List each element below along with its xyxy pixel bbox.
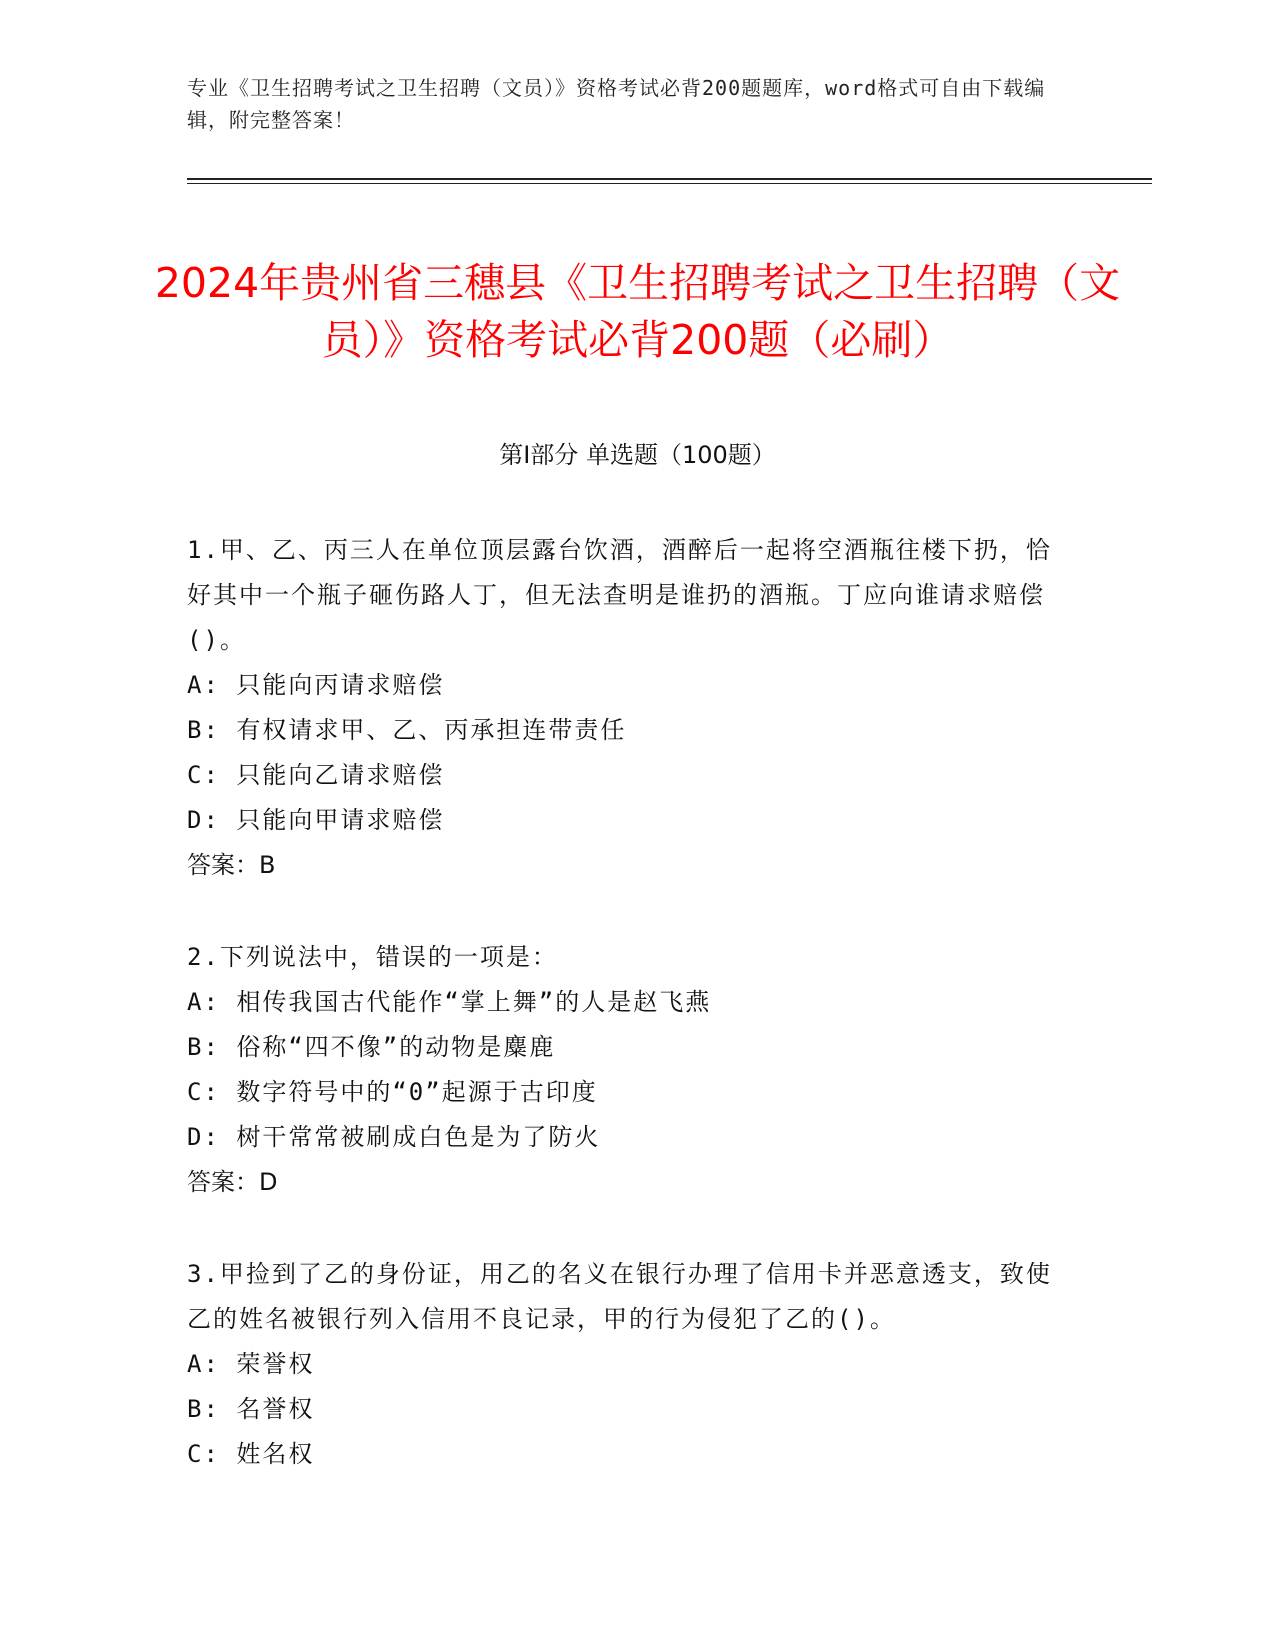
option-d: D: 只能向甲请求赔偿 xyxy=(187,806,445,834)
header-rule-thick xyxy=(187,178,1152,180)
option-b: B: 俗称“四不像”的动物是麋鹿 xyxy=(187,1033,556,1061)
document-title: 2024年贵州省三穗县《卫生招聘考试之卫生招聘（文员）》资格考试必背200题（必刷） xyxy=(154,259,1121,365)
question-1 xyxy=(187,528,1067,888)
option-c: C: 姓名权 xyxy=(187,1440,315,1468)
question-stem: 1.甲、乙、丙三人在单位顶层露台饮酒，酒醉后一起将空酒瓶往楼下扔，恰好其中一个瓶子砸伤路人丁，但无法查明是谁扔的酒瓶。丁应向谁请求赔偿()。 xyxy=(187,536,1052,654)
question-3 xyxy=(187,1252,1067,1477)
option-d: D: 树干常常被刷成白色是为了防火 xyxy=(187,1123,601,1151)
question-stem: 2.下列说法中，错误的一项是： xyxy=(187,943,558,971)
option-a: A: 相传我国古代能作“掌上舞”的人是赵飞燕 xyxy=(187,988,712,1016)
answer-line: 答案：D xyxy=(187,1168,278,1196)
answer-line: 答案：B xyxy=(187,851,276,879)
question-2 xyxy=(187,935,1067,1205)
option-c: C: 数字符号中的“0”起源于古印度 xyxy=(187,1078,598,1106)
header-rule-thin xyxy=(187,183,1152,184)
option-b: B: 名誉权 xyxy=(187,1395,315,1423)
header-note: 专业《卫生招聘考试之卫生招聘（文员）》资格考试必背200题题库，word格式可自由下载编辑，附完整答案！ xyxy=(187,76,1046,132)
option-c: C: 只能向乙请求赔偿 xyxy=(187,761,445,789)
section-heading: 第I部分 单选题（100题） xyxy=(499,441,776,469)
question-list xyxy=(187,528,1067,1524)
option-a: A: 只能向丙请求赔偿 xyxy=(187,671,445,699)
option-b: B: 有权请求甲、乙、丙承担连带责任 xyxy=(187,716,627,744)
question-stem: 3.甲捡到了乙的身份证，用乙的名义在银行办理了信用卡并恶意透支，致使乙的姓名被银行列入信用不良记录，甲的行为侵犯了乙的()。 xyxy=(187,1260,1052,1333)
option-a: A: 荣誉权 xyxy=(187,1350,315,1378)
